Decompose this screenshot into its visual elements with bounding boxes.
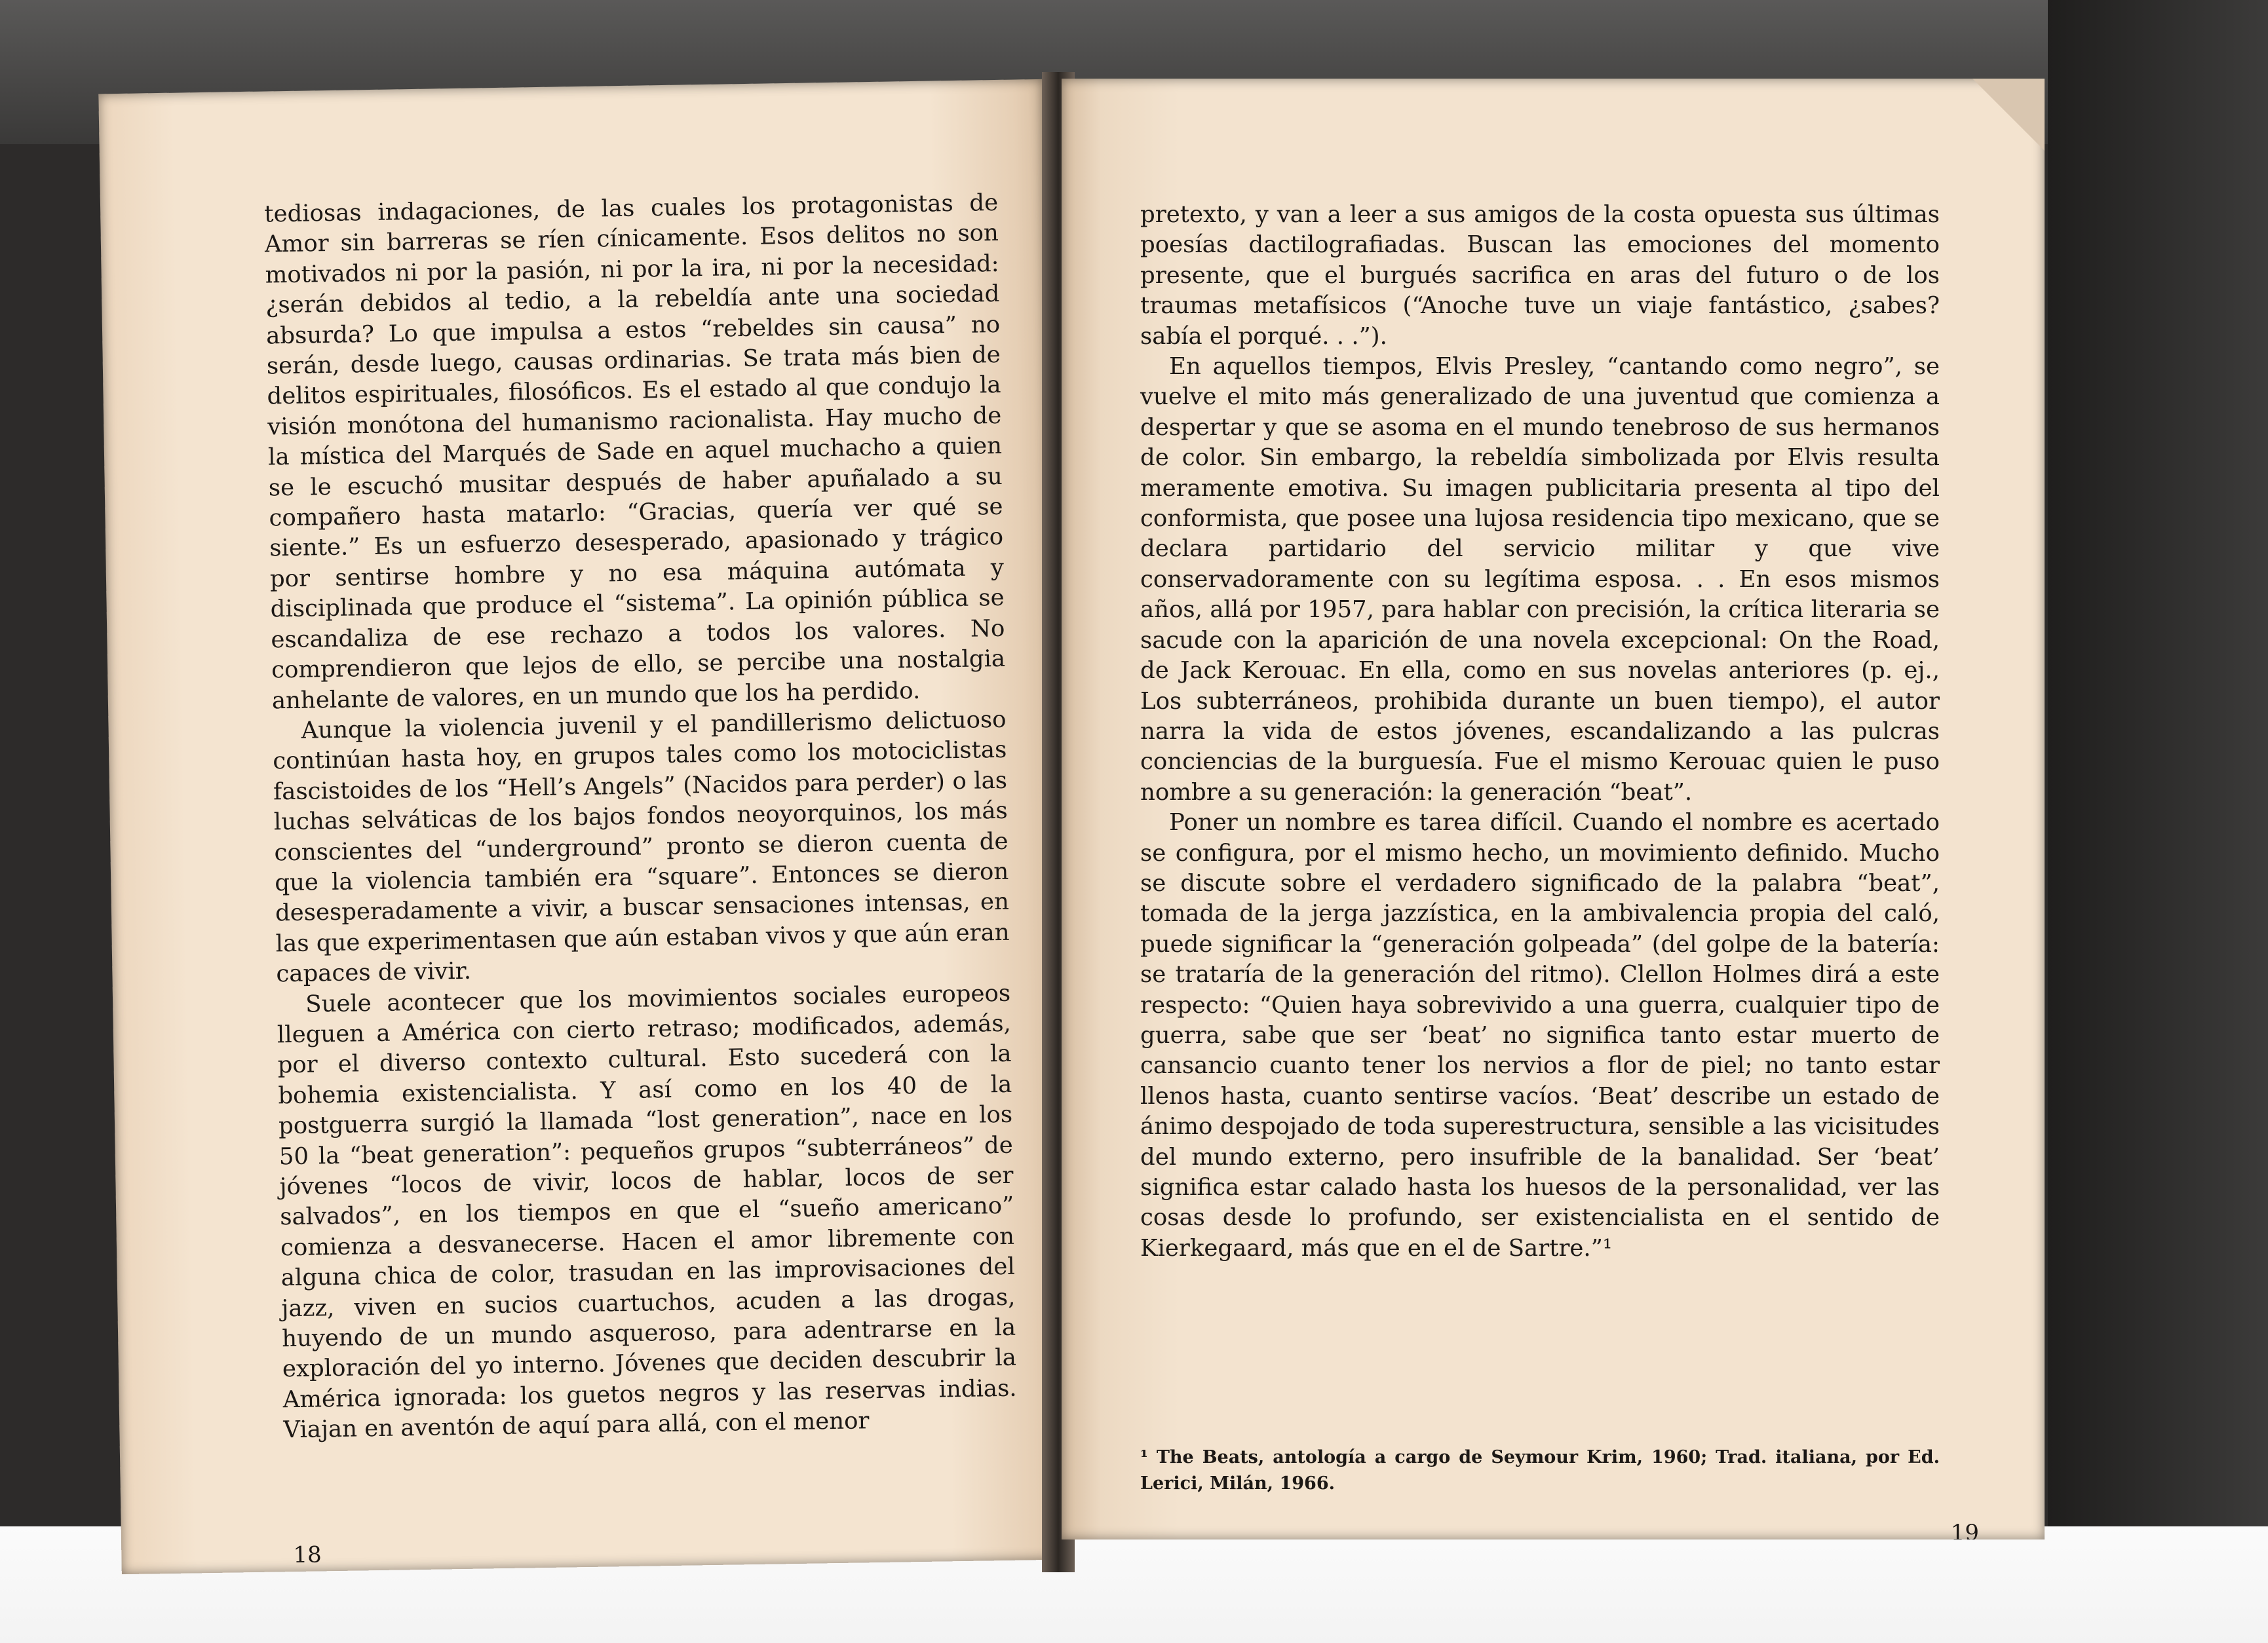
paragraph: tediosas indagaciones, de las cuales los protagonistas de Amor sin barreras se ríen cínicamente. Esos delitos no son motivados ni por la pasión, ni por la ira, ni por la necesidad: ¿serán debidos al tedio, a la rebeldía ante una sociedad absurda? Lo que impulsa a estos “rebeldes sin causa” no serán, desde luego, causas ordinarias. Se trata más bien de delitos espirituales, filosóficos. Es el estado al que condujo la visión monótona del humanismo racionalista. Hay mucho de la mística del Marqués de Sade en aquel muchacho a quien se le escuchó musitar después de haber apuñalado a su compañero hasta matarlo: “Gracias, quería ver qué se siente.” Es un esfuerzo desesperado, apasionado y trágico por sentirse hombre y no esa máquina autómata y disciplinada que produce el “sistema”. La opinión pública se escandaliza de ese rechazo a todos los valores. No comprendieron que lejos de ello, se percibe una nostalgia anhelante de valores, en un mundo que los ha perdido. xyxy=(263,189,1006,714)
left-page-text xyxy=(264,188,1018,1446)
right-page-text xyxy=(1140,200,1940,1264)
folded-corner xyxy=(1972,79,2045,151)
scan-background-right xyxy=(2048,0,2268,1643)
paragraph: pretexto, y van a leer a sus amigos de la costa opuesta sus últimas poesías dactilografiadas. Buscan las emociones del momento presente, que el burgués sacrifica en aras del futuro o de los traumas metafísicos (“Anoche tuve un viaje fantástico, ¿sabes? sabía el porqué. . .”). xyxy=(1140,201,1940,350)
paragraph: Aunque la violencia juvenil y el pandillerismo delictuoso continúan hasta hoy, en grupos tales como los motociclistas fascistoides de los “Hell’s Angels” (Nacidos para perder) o las luchas selváticas de los bajos fondos neoyorquinos, los más conscientes del “underground” pronto se dieron cuenta de que la violencia también era “square”. Entonces se dieron desesperadamente a vivir, a buscar sensaciones intensas, en las que experimentasen que aún estaban vivos y que aún eran capaces de vivir. xyxy=(273,706,1010,988)
page-number: 19 xyxy=(1950,1520,1979,1539)
footnote: ¹ The Beats, antología a cargo de Seymour Krim, 1960; Trad. italiana, por Ed. Lerici, Milán, 1966. xyxy=(1140,1447,1940,1494)
left-page xyxy=(98,79,1065,1574)
right-page xyxy=(1062,79,2045,1539)
paragraph: Poner un nombre es tarea difícil. Cuando el nombre es acertado se configura, por el mismo hecho, un movimiento definido. Mucho se discute sobre el verdadero significado de la palabra “beat”, tomada de la jerga jazzística, en la ambivalencia propia del caló, puede significar la “generación golpeada” (del golpe de la batería: se trataría de la generación del ritmo). Clellon Holmes dirá a este respecto: “Quien haya sobrevivido a una guerra, cualquier tipo de guerra, sabe que ser ‘beat’ no significa tanto estar muerto de cansancio cuanto tener los nervios a flor de piel; no tanto estar llenos hasta, cuanto sentirse vacíos. ‘Beat’ describe un estado de ánimo despojado de toda superestructura, sensible a las vicisitudes del mundo externo, pero insufrible de la banalidad. Ser ‘beat’ significa estar calado hasta los huesos de la personalidad, ver las cosas desde lo profundo, ser existencialista en el sentido de Kierkegaard, más que en el de Sartre.”¹ xyxy=(1140,809,1940,1262)
page-number: 18 xyxy=(293,1541,322,1569)
paragraph: En aquellos tiempos, Elvis Presley, “cantando como negro”, se vuelve el mito más generalizado de una juventud que comienza a despertar y que se asoma en el mundo tenebroso de sus hermanos de color. Sin embargo, la rebeldía simbolizada por Elvis resulta meramente emotiva. Su imagen publicitaria presenta al tipo del conformista, que posee una lujosa residencia tipo mexicano, que se declara partidario del servicio militar y que vive conservadoramente con su legítima esposa. . . En esos mismos años, allá por 1957, para hablar con precisión, la crítica literaria se sacude con la aparición de una novela excepcional: On the Road, de Jack Kerouac. En ella, como en sus novelas anteriores (p. ej., Los subterráneos, prohibida durante un buen tiempo), el autor narra la vida de estos jóvenes, escandalizando a las pulcras conciencias de la burguesía. Fue el mismo Kerouac quien le puso nombre a su generación: la generación “beat”. xyxy=(1140,353,1940,806)
paragraph: Suele acontecer que los movimientos sociales europeos lleguen a América con cierto retraso; modificados, además, por el diverso contexto cultural. Esto sucederá con la bohemia existencialista. Y así como en los 40 de la postguerra surgió la llamada “lost generation”, nace en los 50 la “beat generation”: pequeños grupos “subterráneos” de jóvenes “locos de vivir, locos de hablar, locos de ser salvados”, en los tiempos en que el “sueño americano” comienza a desvanecerse. Hacen el amor libremente con alguna chica de color, trasudan en las improvisaciones del jazz, viven en sucios cuartuchos, acuden a las drogas, huyendo de un mundo asqueroso, para adentrarse en la exploración del yo interno. Jóvenes que deciden descubrir la América ignorada: los guetos negros y las reservas indias. Viajan en aventón de aquí para allá, con el menor xyxy=(277,979,1017,1444)
